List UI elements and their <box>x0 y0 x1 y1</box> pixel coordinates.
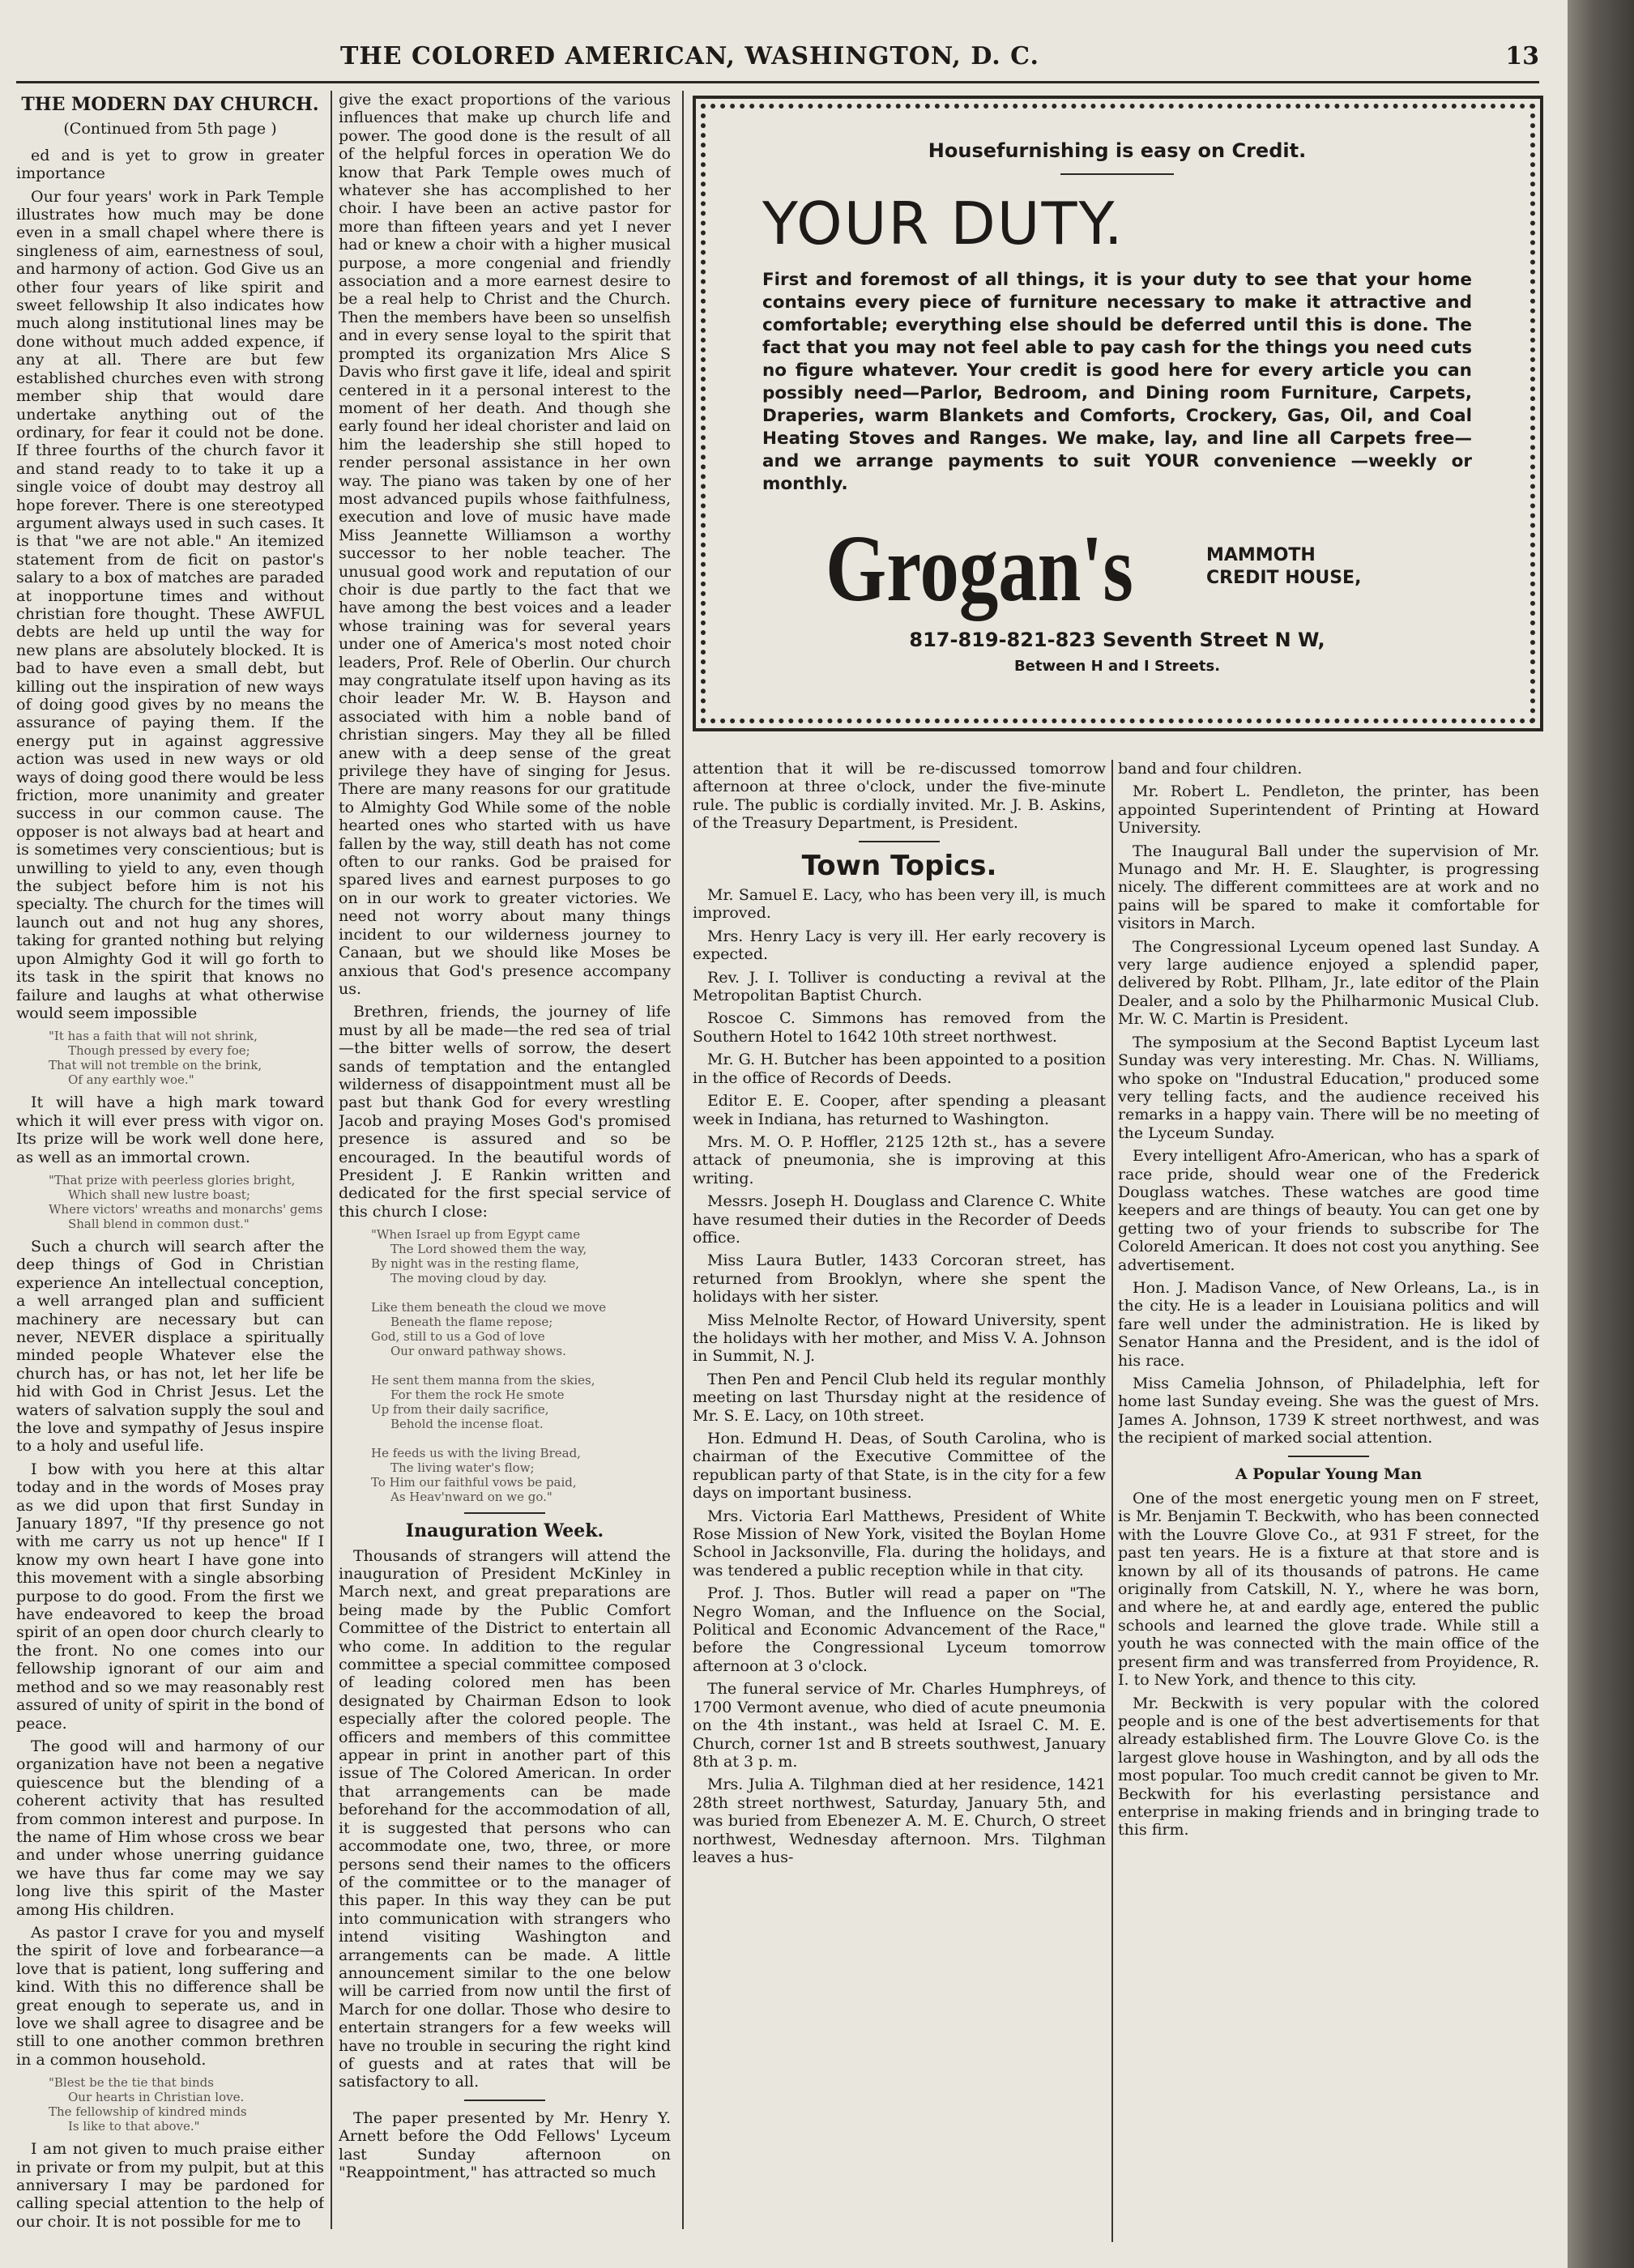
verse-line: He feeds us with the living Bread, <box>371 1446 581 1461</box>
news-item: The Congressional Lyceum opened last Sunday. A very large audience enjoyed a splendid paper, delivered by Robt. Pllham, Jr., late editor of the Plain Dealer, and a solo by the Philharmonic Musical Club. Mr. W. C. Martin is President. <box>1118 937 1539 1029</box>
verse <box>49 2075 324 2134</box>
verse-line: The moving cloud by day. <box>390 1271 547 1286</box>
news-item: Roscoe C. Simmons has removed from the Southern Hotel to 1642 10th street northwest. <box>693 1009 1106 1046</box>
masthead-title: THE COLORED AMERICAN, WASHINGTON, D. C. <box>340 42 1039 70</box>
verse-line: The living water's flow; <box>390 1460 535 1476</box>
paragraph: I am not given to much praise either in private or from my pulpit, but at this anniversary I may be pardoned for calling special attention to the help of our choir. It is not possible for me to <box>16 2140 324 2229</box>
verse-line: Behold the incense float. <box>390 1417 544 1432</box>
column-4 <box>1118 760 1539 2242</box>
column-divider <box>1111 760 1113 2242</box>
paragraph: Brethren, friends, the journey of life must by all be made—the red sea of trial—the bitter wells of sorrow, the desert sands of temptation and the entangled wilderness of disappointment must all be past but thank God for every wrestling Jacob and praying Moses God's promised presence is assured and so be encouraged. In the beautiful words of President J. E Rankin written and dedicated for the first special service of this church I close: <box>339 1003 671 1221</box>
column-1 <box>16 91 324 2229</box>
paragraph: give the exact proportions of the various influences that make up church life and power. The good done is the result of all of the helpful forces in operation We do know that Park Temple owes much of whatever she has accomplished to her choir. I have been an active pastor for more than fifteen years and yet I never had or knew a choir with a higher musical purpose, a more congenial and friendly association and a more earnest desire to be a real help to Christ and the Church. Then the members have been so unselfish and in every sense loyal to the spirit that prompted its organization Mrs Alice S Davis who first gave it life, ideal and spirit centered in it a personal interest to the moment of her death. And though she early found her ideal chorister and laid on him the leadership she still hoped to render personal assistance in her own way. The piano was taken by one of her most advanced pupils whose faithfulness, execution and love of music have made Miss Jeannette Williamson a worthy successor to her noble teacher. The unusual good work and reputation of our choir is due partly to the fact that we have among the best voices and a leader whose training was for several years under one of America's most noted choir leaders, Prof. Rele of Oberlin. Our church may congratulate itself upon having as its choir leader Mr. W. B. Hayson and associated with him a noble band of christian singers. May they all be filled anew with a deep sense of the great privilege they have of singing for Jesus. There are many reasons for our gratitude to Almighty God While some of the noble hearted ones who started with us have fallen by the way, still death has not come often to our ranks. God be praised for spared lives and earnest purposes to go on in our work to greater victories. We need not worry about many things incident to our wilderness journey to Canaan, but we should like Moses be anxious that God's presence accompany us. <box>339 91 671 998</box>
verse-line: As Heav'nward on we go." <box>390 1490 552 1505</box>
ad-tagline: Housefurnishing is easy on Credit. <box>928 139 1307 162</box>
column-2 <box>339 91 671 2229</box>
verse <box>49 1173 324 1231</box>
book-spine <box>1568 0 1634 2268</box>
page-header <box>32 39 1555 78</box>
verse-line: The Lord showed them the way, <box>390 1242 587 1257</box>
paragraph: Mr. Beckwith is very popular with the colored people and is one of the best advertisements for that already established firm. The Louvre Glove Co. is the largest glove house in Washington, and by all ods the most popular. Too much credit cannot be given to Mr. Beckwith for his everlasting persistance and enterprise in making friends and in bringing trade to this firm. <box>1118 1694 1539 1840</box>
paragraph: Our four years' work in Park Temple illustrates how much may be done even in a small chapel where there is singleness of aim, earnestness of soul, and harmony of action. God Give us an other four years of like spirit and sweet fellowship It also indicates how much along institutional lines may be done without much added expence, if any at all. There are but few established churches even with strong member ship that would dare undertake anything out of the ordinary, for fear it could not be done. If three fourths of the church favor it and stand ready to to take it up a single voice of doubt may destroy all hope forever. There is one stereotyped argument always used in such cases. It is that "we are not able." An itemized statement from de ficit on pastor's salary to a box of matches are paraded at inopportune times and without christian fore thought. These AWFUL debts are held up until the way for new plans are absolutely blocked. It is bad to have even a small debt, but killing out the inspiration of new ways of doing good gives by no means the assurance of paying them. If the energy put in against aggressive action was used in new ways or old ways of doing good there would be less friction, more unanimity and greater success in our common cause. The opposer is not always bad at heart and is sometimes very conscientious; but is unwilling to yield to any, even though the subject before him is not his specialty. The church for the times will launch out and not hug any shores, taking for granted nothing but relying upon Almighty God it will go forth to its task in the spirit that knows no failure and laughs at what otherwise would seem impossible <box>16 187 324 1022</box>
verse-line: To Him our faithful vows be paid, <box>371 1475 577 1490</box>
news-item: The Inaugural Ball under the supervision of Mr. Munago and Mr. H. E. Slaughter, is progressing nicely. The different committees are at work and no pains will be spared to make it comfortable for visitors in March. <box>1118 842 1539 933</box>
article-heading: A Popular Young Man <box>1235 1464 1423 1483</box>
news-item: Mr. Samuel E. Lacy, who has been very ill, is much improved. <box>693 886 1106 923</box>
verse-line: Our onward pathway shows. <box>390 1344 566 1359</box>
verse-line: Of any earthly woe." <box>68 1072 194 1088</box>
news-item: Every intelligent Afro-American, who has a spark of race pride, should wear one of the Frederick Douglass watches. These watches are good time keepers and are things of beauty. You can get one by getting two of your friends to subscribe for The Coloreld American. It does not cost you anything. See advertisement. <box>1118 1147 1539 1274</box>
news-item: The symposium at the Second Baptist Lyceum last Sunday was very interesting. Mr. Chas. N. Williams, who spoke on "Industral Education," produced some very telling facts, and the audience received his remarks in a happy vain. There will be no meeting of the Lyceum Sunday. <box>1118 1033 1539 1142</box>
news-item: Miss Laura Butler, 1433 Corcoran street, has returned from Brooklyn, where she spent the holidays with her sister. <box>693 1251 1106 1307</box>
verse-line: The fellowship of kindred minds <box>49 2104 247 2120</box>
verse-line: "Blest be the tie that binds <box>49 2075 214 2091</box>
verse-line: Where victors' wreaths and monarchs' gems <box>49 1201 323 1217</box>
ad-address: 817-819-821-823 Seventh Street N W, <box>909 629 1325 651</box>
article-heading: Inauguration Week. <box>405 1520 604 1542</box>
house-line: CREDIT HOUSE, <box>1206 568 1362 588</box>
news-item: The funeral service of Mr. Charles Humphreys, of 1700 Vermont avenue, who died of acute pneumonia on the 4th instant., was held at Israel C. M. E. Church, corner 1st and B streets southwest, January 8th at 3 p. m. <box>693 1680 1106 1771</box>
verse-line: "It has a faith that will not shrink, <box>49 1029 258 1044</box>
paragraph: I bow with you here at this altar today and in the words of Moses pray as we did upon that first Sunday in January 1897, "If thy presence go not with me carry us not up hence" If I know my own heart I have gone into this movement with a single absorbing purpose to do good. From the first we have endeavored to keep the broad spirit of an open door church clearly to the front. No one comes into our fellowship ignorant of our aim and method and so we may reasonably rest assured of unity of spirit in the bond of peace. <box>16 1460 324 1733</box>
paragraph: attention that it will be re-discussed tomorrow afternoon at three o'clock, under the five-minute rule. The public is cordially invited. Mr. J. B. Askins, of the Treasury Department, is President. <box>693 760 1106 833</box>
news-item: Miss Melnolte Rector, of Howard University, spent the holidays with her mother, and Miss V. A. Johnson in Summit, N. J. <box>693 1311 1106 1366</box>
verse-line: For them the rock He smote <box>390 1388 565 1403</box>
news-item: Messrs. Joseph H. Douglass and Clarence C. White have resumed their duties in the Recorder of Deeds office. <box>693 1192 1106 1247</box>
verse-line: Is like to that above." <box>68 2119 200 2134</box>
ad-between: Between H and I Streets. <box>1013 658 1221 675</box>
verse-line: Like them beneath the cloud we move <box>371 1300 607 1315</box>
town-topics-heading: Town Topics. <box>801 849 997 882</box>
paragraph: Such a church will search after the deep things of God in Christian experience An intellectual conception, a well arranged plan and sufficient machinery are necessary but can never, NEVER displace a spiritually minded people Whatever else the church has, or has not, let her life be hid with God in Christ Jesus. Let the waters of salvation supply the soul and the love and sympathy of Jesus inspire to a holy and useful life. <box>16 1237 324 1456</box>
verse-line: Beneath the flame repose; <box>390 1315 553 1330</box>
verse-line: By night was in the resting flame, <box>371 1256 580 1272</box>
verse-line <box>371 1285 671 1300</box>
article-heading: THE MODERN DAY CHURCH. <box>21 94 319 115</box>
verse-line: "That prize with peerless glories bright, <box>49 1172 296 1187</box>
grogans-advertisement <box>693 96 1543 731</box>
verse-line: Our hearts in Christian love. <box>68 2090 245 2105</box>
paragraph: Thousands of strangers will attend the inauguration of President McKinley in March next, and great preparations are being made by the Public Comfort Committee of the District to entertain all who come. In addition to the regular committee a special committee composed of leading colored men has been designated by Chairman Edson to look especially after the colored people. The officers and members of this committee appear in print in another part of this issue of The Colored American. In order that arrangements can be made beforehand for the accommodation of all, it is suggested that persons who can accommodate one, two, three, or more persons send their names to the officers of the committee or to the manager of this paper. In this way they can be put into communication with strangers who intend visiting Washington and arrangements can be made. A little announcement similar to the one below will be carried from now until the first of March for one dollar. Those who desire to entertain strangers for a few weeks will have no trouble in securing the right kind of guests and at rates that will be satisfactory to all. <box>339 1546 671 2091</box>
section-rule <box>859 841 940 842</box>
house-line: MAMMOTH <box>1206 545 1316 565</box>
news-item: Rev. J. I. Tolliver is conducting a revival at the Metropolitan Baptist Church. <box>693 968 1106 1005</box>
news-item: Mr. Robert L. Pendleton, the printer, has been appointed Superintendent of Printing at Howard University. <box>1118 782 1539 838</box>
news-item: Mrs. M. O. P. Hoffler, 2125 12th st., has a severe attack of pneumonia, she is improving at this writing. <box>693 1132 1106 1187</box>
ad-body: First and foremost of all things, it is your duty to see that your home contains every piece of furniture necessary to make it attractive and comfortable; everything else should be deferred until this is done. The fact that you may not feel able to pay cash for the things you need cuts no figure whatever. Your credit is good here for every article you can possibly need—Parlor, Bedroom, and Dining room Furniture, Carpets, Draperies, warm Blankets and Comforts, Crockery, Gas, Oil, and Coal Heating Stoves and Ranges. We make, lay, and line all Carpets free—and we arrange payments to suit YOUR convenience —weekly or monthly. <box>762 270 1472 494</box>
ad-headline: YOUR DUTY. <box>762 190 1124 258</box>
verse-line: God, still to us a God of love <box>371 1329 545 1345</box>
verse <box>49 1029 324 1087</box>
news-item: Hon. J. Madison Vance, of New Orleans, La., is in the city. He is a leader in Louisiana politics and will fare well under the administration. He is liked by Senator Hanna and the President, and is the idol of his race. <box>1118 1278 1539 1370</box>
news-item: Hon. Edmund H. Deas, of South Carolina, who is chairman of the Executive Committee of the republican party of that State, is in the city for a few days on important business. <box>693 1430 1106 1503</box>
news-item: Mrs. Victoria Earl Matthews, President of White Rose Mission of New York, visited the Boylan Home School in Jacksonville, Fla. during the holidays, and was tendered a public reception while in that city. <box>693 1507 1106 1580</box>
news-item: Mrs. Henry Lacy is very ill. Her early recovery is expected. <box>693 927 1106 964</box>
paragraph: It will have a high mark toward which it will ever press with vigor on. Its prize will be work well done here, as well as an immortal crown. <box>16 1094 324 1166</box>
paragraph: One of the most energetic young men on F street, is Mr. Benjamin T. Beckwith, who has been connected with the Louvre Glove Co., at 931 F street, for the past ten years. He is a fixture at that store and is known by all of its thousands of patrons. He came originally from Catskill, N. Y., where he was born, and where he, at and eardly age, entered the public schools and learned the glove trade. While still a youth he was connected with the main office of the present firm and was transferred from Proyidence, R. I. to New York, and thence to this city. <box>1118 1490 1539 1690</box>
section-rule <box>464 1512 545 1514</box>
news-item: Mr. G. H. Butcher has been appointed to a position in the office of Records of Deeds. <box>693 1051 1106 1087</box>
verse-line: He sent them manna from the skies, <box>371 1373 595 1388</box>
section-rule <box>1288 1456 1369 1457</box>
verse-line <box>371 1431 671 1446</box>
ad-brand <box>728 515 1506 621</box>
verse-line: Up from their daily sacrifice, <box>371 1402 549 1418</box>
column-divider <box>331 91 332 2229</box>
paragraph: The good will and harmony of our organization have not been a negative quiescence but the blending of a coherent activity that has resulted from common interest and purpose. In the name of Him whose cross we bear and under whose unerring guidance we have thus far come may we say long live this spirit of the Master among His children. <box>16 1737 324 1919</box>
header-rule <box>16 81 1539 83</box>
news-item: Editor E. E. Cooper, after spending a pleasant week in Indiana, has returned to Washington. <box>693 1092 1106 1128</box>
news-item: Mrs. Julia A. Tilghman died at her residence, 1421 28th street northwest, Saturday, January 5th, and was buried from Ebenezer A. M. E. Church, O street northwest, Wednesday afternoon. Mrs. Tilghman leaves a hus- <box>693 1776 1106 1866</box>
brand-name: Grogan's <box>826 515 1133 621</box>
paragraph: As pastor I crave for you and myself the spirit of love and forbearance—a love that is patient, long suffering and kind. With this no difference shall be great enough to seperate us, and in love we shall agree to disagree and be still to one another common brethren in a common household. <box>16 1923 324 2069</box>
verse-line: Which shall new lustre boast; <box>68 1187 250 1202</box>
news-item: Then Pen and Pencil Club held its regular monthly meeting on last Thursday night at the residence of Mr. S. E. Lacy, on 10th street. <box>693 1370 1106 1425</box>
news-item: Prof. J. Thos. Butler will read a paper on "The Negro Woman, and the Influence on the Social, Political and Economic Advancement of the Race," before the Congressional Lyceum tomorrow afternoon at 3 o'clock. <box>693 1584 1106 1675</box>
brand-house <box>1206 544 1361 590</box>
verse-line: Though pressed by every foe; <box>68 1043 250 1059</box>
continued-note: (Continued from 5th page ) <box>63 120 277 139</box>
news-item: band and four children. <box>1118 760 1303 778</box>
column-3 <box>693 760 1106 2242</box>
page-number: 13 <box>1505 42 1539 70</box>
paragraph: The paper presented by Mr. Henry Y. Arnett before the Odd Fellows' Lyceum last Sunday afternoon on "Reappointment," has attracted so much <box>339 2108 671 2181</box>
verse-line: "When Israel up from Egypt came <box>371 1227 581 1243</box>
ad-content <box>728 123 1506 675</box>
verse-line <box>371 1358 671 1373</box>
column-divider <box>682 91 684 2229</box>
verse-line: Shall blend in common dust." <box>68 1216 250 1231</box>
news-item: Miss Camelia Johnson, of Philadelphia, left for home last Sunday eveing. She was the guest of Mrs. James A. Johnson, 1739 K street northwest, and was the recipient of marked social attention. <box>1118 1375 1539 1447</box>
section-rule <box>464 2100 545 2101</box>
verse-line: That will not tremble on the brink, <box>49 1058 262 1073</box>
paragraph: ed and is yet to grow in greater importance <box>16 146 324 183</box>
ad-rule <box>1060 173 1174 175</box>
hymn <box>371 1227 671 1504</box>
